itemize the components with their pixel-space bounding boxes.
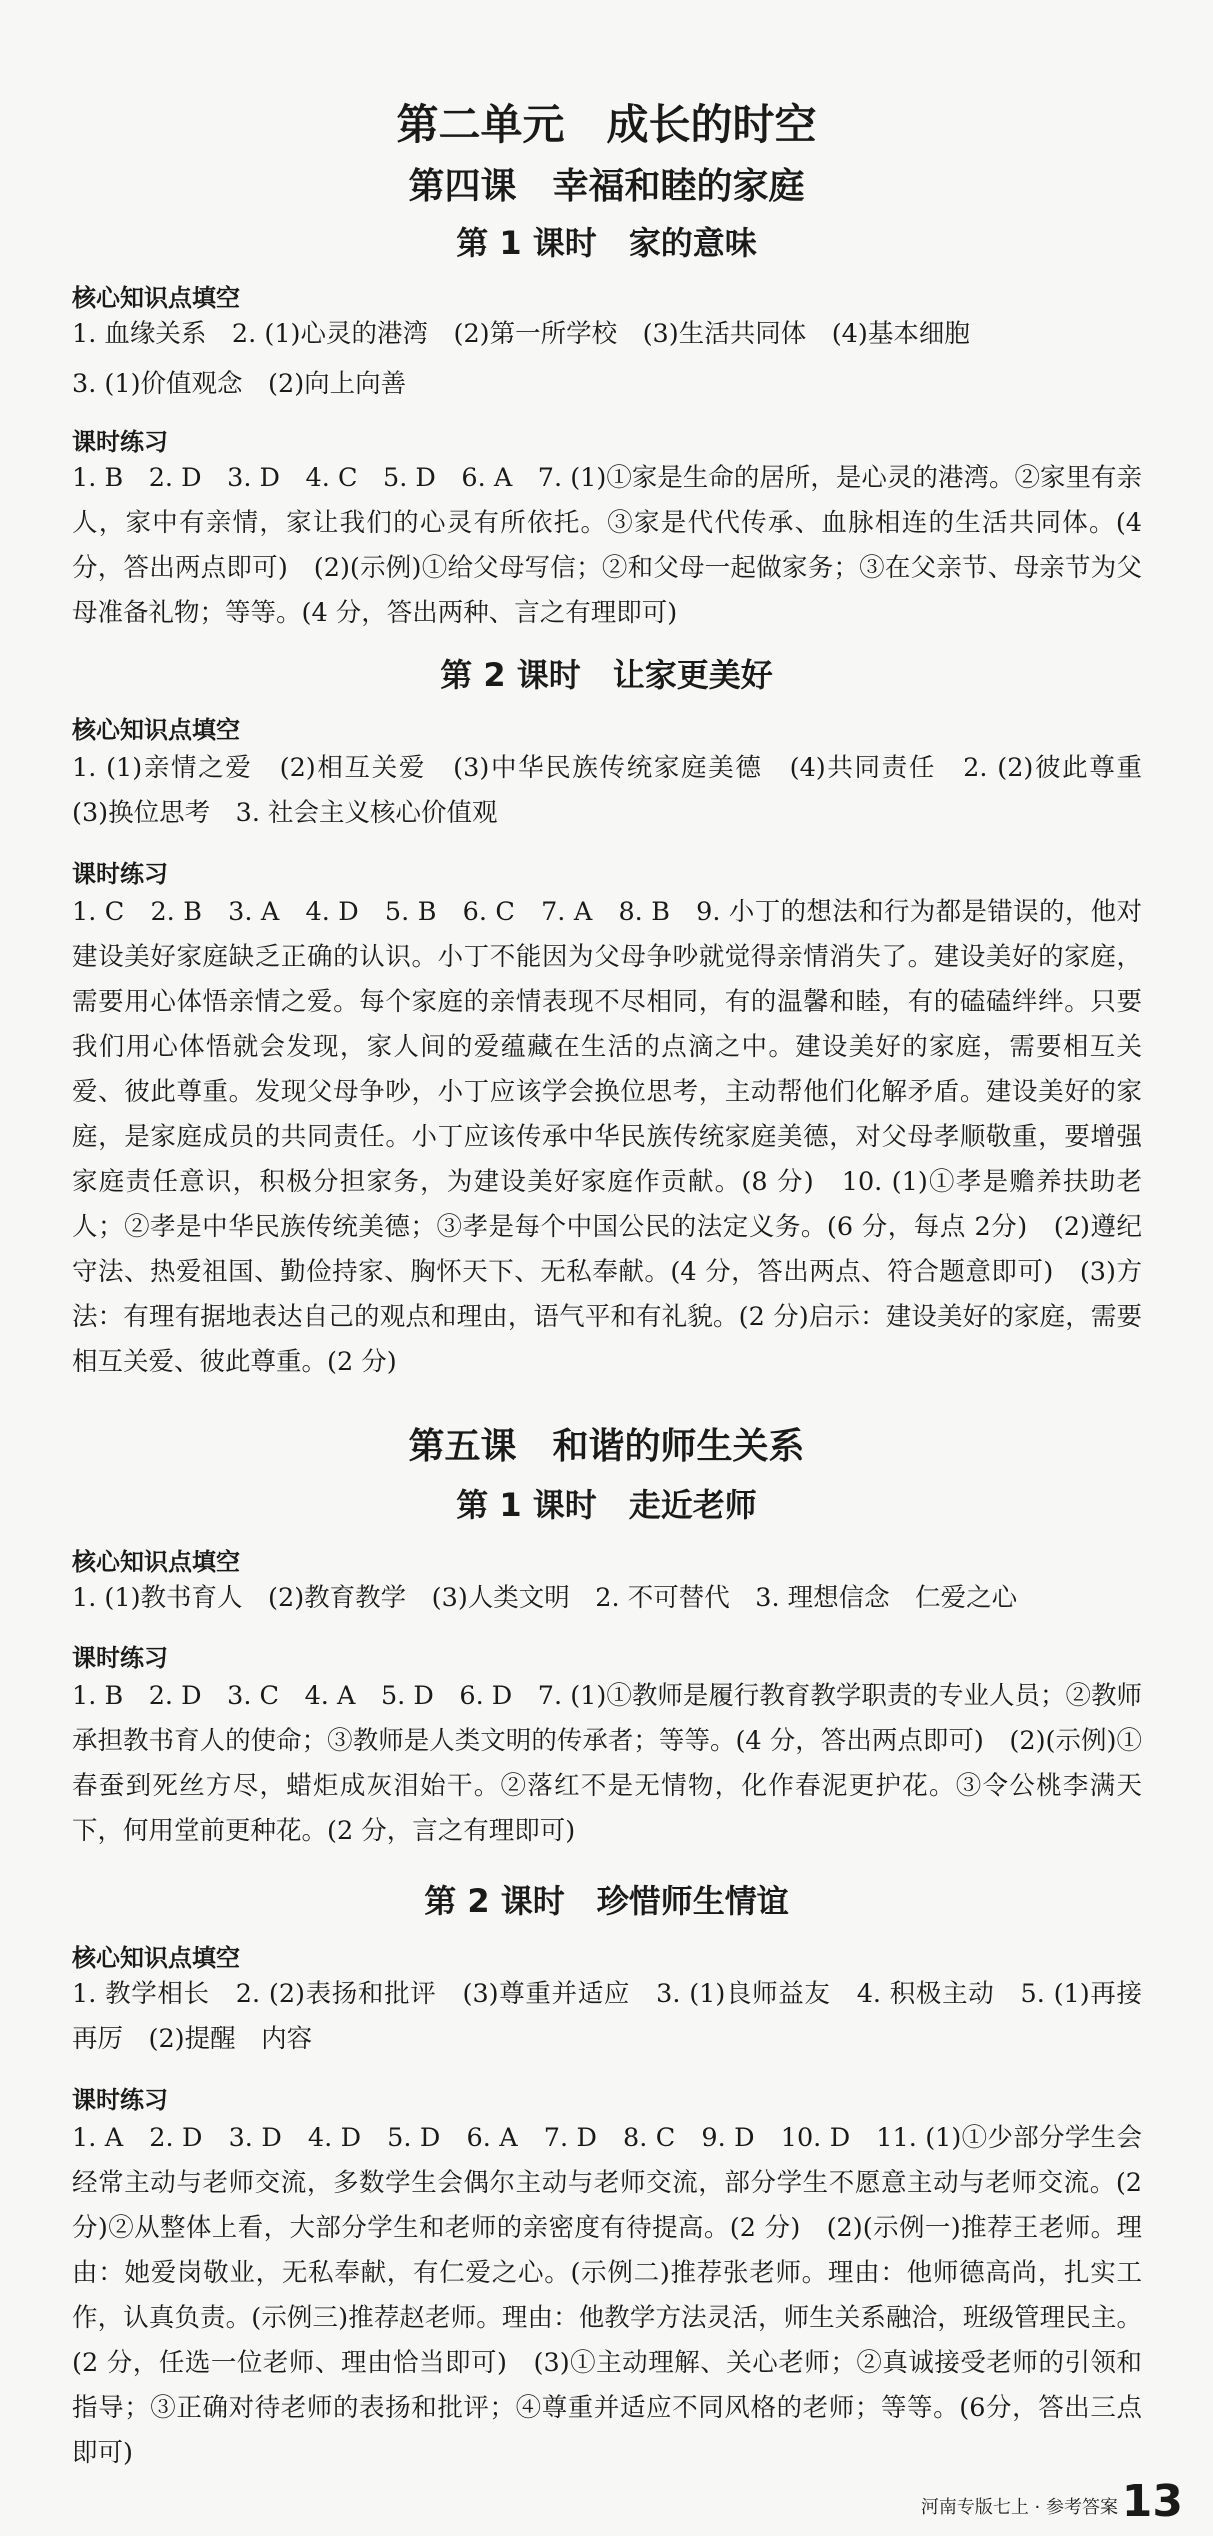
page-number: 13	[1121, 2476, 1183, 2527]
footer-label: 河南专版七上 · 参考答案	[920, 2497, 1118, 2518]
lesson4-period1-title: 第 1 课时 家的意味	[456, 224, 757, 262]
lesson4-period2-core-heading: 核心知识点填空	[72, 716, 240, 744]
lesson4-period2-title: 第 2 课时 让家更美好	[440, 656, 773, 694]
lesson4-period2-core-text: 1. (1)亲情之爱 (2)相互关爱 (3)中华民族传统家庭美德 (4)共同责任 2. (2)彼此尊重 (3)换位思考 3. 社会主义核心价值观	[72, 753, 1168, 828]
lesson4-period2-practice-heading: 课时练习	[72, 860, 168, 888]
lesson5-period1-core-heading: 核心知识点填空	[72, 1548, 240, 1576]
lesson5-period2-core-text: 1. 教学相长 2. (2)表扬和批评 (3)尊重并适应 3. (1)良师益友 4. 积极主动 5. (1)再接再厉 (2)提醒 内容	[72, 1979, 1142, 2054]
lesson5-title: 第五课 和谐的师生关系	[408, 1426, 805, 1467]
lesson5-period1-practice-heading: 课时练习	[72, 1644, 168, 1672]
lesson5-period2-title: 第 2 课时 珍惜师生情谊	[424, 1882, 789, 1920]
lesson4-period1-core-line-1: 1. 血缘关系 2. (1)心灵的港湾 (2)第一所学校 (3)生活共同体 (4)基本细胞	[72, 319, 970, 349]
lesson4-period2-practice-text: 1. C 2. B 3. A 4. D 5. B 6. C 7. A 8. B 9. 小丁的想法和行为都是错误的，他对建设美好家庭缺乏正确的认识。小丁不能因为父母争吵就觉得亲情消失了。建设美好的家庭，需要用心体悟亲情之爱。每个家庭的亲情表现不尽相同，有的温馨和睦，有的磕磕绊绊。只要我们用心体悟就会发现，家人间的爱蕴藏在生活的点滴之中。建设美好的家庭，需要相互关爱、彼此尊重。发现父母争吵，小丁应该学会换位思考，主动帮他们化解矛盾。建设美好的家庭，是家庭成员的共同责任。小丁应该传承中华民族传统家庭美德，对父母孝顺敬重，要增强家庭责任意识，积极分担家务，为建设美好家庭作贡献。(8 分) 10. (1)①孝是赡养扶助老人；②孝是中华民族传统美德；③孝是每个中国公民的法定义务。(6 分，每点 2分) (2)遵纪守法、热爱祖国、勤俭持家、胸怀天下、无私奉献。(4 分，答出两点、符合题意即可) (3)方法：有理有据地表达自己的观点和理由，语气平和有礼貌。(2 分)启示：建设美好的家庭，需要相互关爱、彼此尊重。(2 分)	[72, 897, 1142, 1377]
lesson4-title: 第四课 幸福和睦的家庭	[408, 166, 805, 207]
lesson4-period1-core-line-2: 3. (1)价值观念 (2)向上向善	[72, 369, 407, 399]
unit-title: 第二单元 成长的时空	[396, 100, 817, 149]
lesson5-period1-core-line-1: 1. (1)教书育人 (2)教育教学 (3)人类文明 2. 不可替代 3. 理想信念 仁爱之心	[72, 1583, 1018, 1613]
lesson5-period1-practice-text: 1. B 2. D 3. C 4. A 5. D 6. D 7. (1)①教师是履行教育教学职责的专业人员；②教师承担教书育人的使命；③教师是人类文明的传承者；等等。(4 分，答出两点即可) (2)(示例)①春蚕到死丝方尽，蜡炬成灰泪始干。②落红不是无情物，化作春泥更护花。③令公桃李满天下，何用堂前更种花。(2 分，言之有理即可)	[72, 1681, 1142, 1846]
lesson5-period2-practice-heading: 课时练习	[72, 2086, 168, 2114]
lesson4-period1-core-heading: 核心知识点填空	[72, 284, 240, 312]
lesson4-period1-practice-heading: 课时练习	[72, 428, 168, 456]
lesson4-period1-practice-text: 1. B 2. D 3. D 4. C 5. D 6. A 7. (1)①家是生命的居所，是心灵的港湾。②家里有亲人，家中有亲情，家让我们的心灵有所依托。③家是代代传承、血脉相连的生活共同体。(4分，答出两点即可) (2)(示例)①给父母写信；②和父母一起做家务；③在父亲节、母亲节为父母准备礼物；等等。(4 分，答出两种、言之有理即可)	[72, 463, 1142, 628]
lesson5-period2-core-heading: 核心知识点填空	[72, 1944, 240, 1972]
lesson5-period2-practice-text: 1. A 2. D 3. D 4. D 5. D 6. A 7. D 8. C 9. D 10. D 11. (1)①少部分学生会经常主动与老师交流，多数学生会偶尔主动与老师交流，部分学生不愿意主动与老师交流。(2分)②从整体上看，大部分学生和老师的亲密度有待提高。(2 分) (2)(示例一)推荐王老师。理由：她爱岗敬业，无私奉献，有仁爱之心。(示例二)推荐张老师。理由：他师德高尚，扎实工作，认真负责。(示例三)推荐赵老师。理由：他教学方法灵活，师生关系融洽，班级管理民主。(2 分，任选一位老师、理由恰当即可) (3)①主动理解、关心老师；②真诚接受老师的引领和指导；③正确对待老师的表扬和批评；④尊重并适应不同风格的老师；等等。(6分，答出三点即可)	[72, 2123, 1142, 2468]
lesson5-period1-title: 第 1 课时 走近老师	[456, 1486, 757, 1524]
